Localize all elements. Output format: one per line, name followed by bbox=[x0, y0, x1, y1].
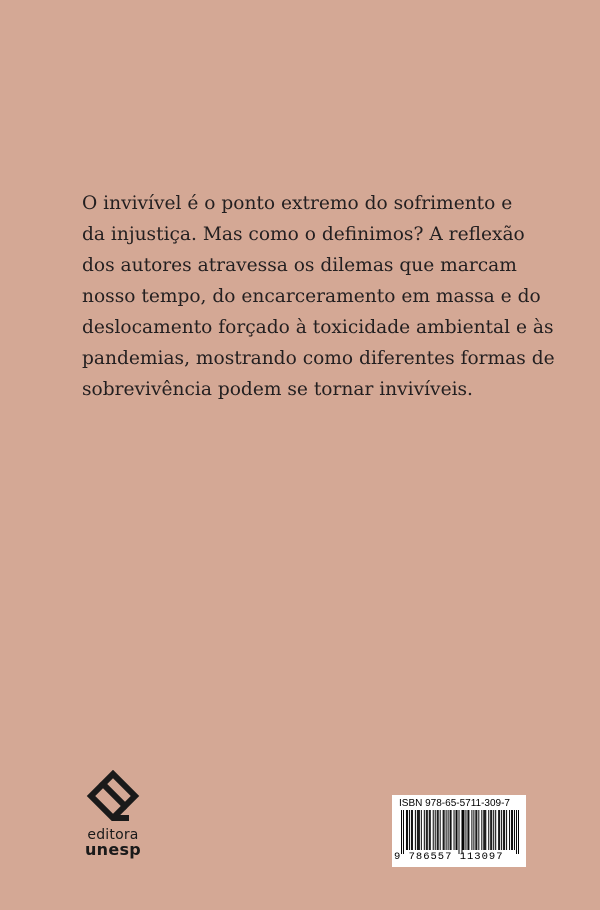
back-cover-blurb bbox=[82, 188, 555, 405]
publisher-emblem-icon bbox=[85, 770, 141, 826]
isbn-label: ISBN 978-65-5711-309-7 bbox=[399, 798, 510, 809]
blurb-line: nosso tempo, do encarceramento em massa e do bbox=[82, 286, 541, 307]
blurb-line: dos autores atravessa os dilemas que marcam bbox=[82, 255, 517, 276]
isbn-barcode bbox=[392, 795, 526, 867]
blurb-line: O invivível é o ponto extremo do sofrimento e bbox=[82, 193, 513, 214]
barcode-digits: 9 786557 113097 bbox=[394, 851, 504, 863]
blurb-line: da injustiça. Mas como o definimos? A reflexão bbox=[82, 224, 525, 245]
blurb-line: deslocamento forçado à toxicidade ambiental e às bbox=[82, 317, 554, 338]
publisher-logo bbox=[80, 770, 146, 858]
publisher-name-line2: unesp bbox=[84, 840, 142, 859]
publisher-name-line1: editora bbox=[87, 827, 139, 843]
blurb-line: pandemias, mostrando como diferentes formas de bbox=[82, 348, 555, 369]
blurb-line: sobrevivência podem se tornar invivíveis. bbox=[82, 379, 473, 400]
